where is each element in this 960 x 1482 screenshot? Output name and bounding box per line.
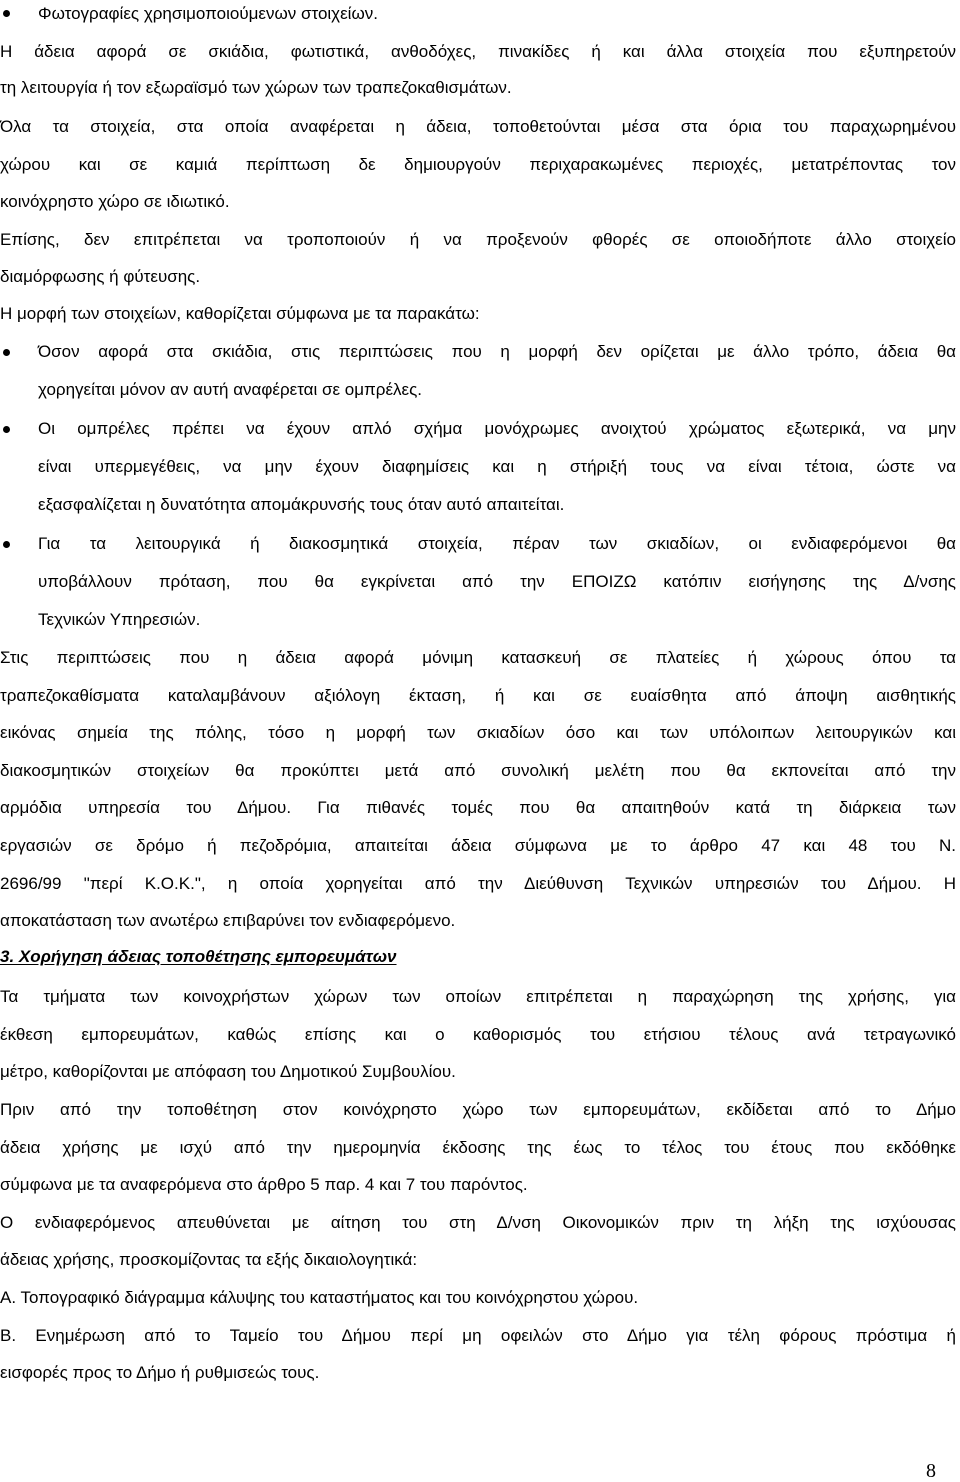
page-number: 8 bbox=[926, 1460, 936, 1482]
bullet-icon bbox=[3, 349, 10, 356]
bullet-line: Για τα λειτουργικά ή διακοσμητικά στοιχεία, πέραν των σκιαδίων, οι ενδιαφερόμενοι θα bbox=[38, 534, 956, 553]
paragraph-line: χώρου και σε καμιά περίπτωση δε δημιουργούν περιχαρακωμένες περιοχές, μετατρέποντας τον bbox=[0, 155, 956, 174]
paragraph-line: τη λειτουργία ή τον εξωραϊσμό των χώρων των τραπεζοκαθισμάτων. bbox=[0, 78, 512, 97]
list-item-a: Α. Τοπογραφικό διάγραμμα κάλυψης του καταστήματος και του κοινόχρηστου χώρου. bbox=[0, 1288, 639, 1307]
bullet-icon bbox=[3, 10, 10, 17]
bullet-line: είναι υπερμεγέθεις, να μην έχουν διαφημίσεις και η στήριξή τους να είναι τέτοια, ώστε να bbox=[38, 457, 956, 476]
bullet-line: Οι ομπρέλες πρέπει να έχουν απλό σχήμα μονόχρωμες ανοιχτού χρώματος εξωτερικά, να μην bbox=[38, 419, 956, 438]
bullet-icon bbox=[3, 541, 10, 548]
bullet-icon bbox=[3, 426, 10, 433]
bullet-line: εξασφαλίζεται η δυνατότητα απομάκρυνσής τους όταν αυτό απαιτείται. bbox=[38, 495, 565, 514]
bullet-line: χορηγείται μόνον αν αυτή αναφέρεται σε ομπρέλες. bbox=[38, 380, 423, 399]
paragraph-line: 2696/99 "περί Κ.Ο.Κ.", η οποία χορηγείται από την Διεύθυνση Τεχνικών υπηρεσιών του Δήμου. Η bbox=[0, 874, 956, 893]
paragraph-line: Στις περιπτώσεις που η άδεια αφορά μόνιμη κατασκευή σε πλατείες ή χώρους όπου τα bbox=[0, 648, 956, 667]
paragraph-line: Η άδεια αφορά σε σκιάδια, φωτιστικά, ανθοδόχες, πινακίδες ή και άλλα στοιχεία που εξυπηρετούν bbox=[0, 42, 956, 61]
bullet-line: υποβάλλουν πρόταση, που θα εγκρίνεται από την ΕΠΟΙΖΩ κατόπιν εισήγησης της Δ/νσης bbox=[38, 572, 956, 591]
paragraph-line: Πριν από την τοποθέτηση στον κοινόχρηστο χώρο των εμπορευμάτων, εκδίδεται από το Δήμο bbox=[0, 1100, 956, 1119]
paragraph-line: μέτρο, καθορίζονται με απόφαση του Δημοτικού Συμβουλίου. bbox=[0, 1062, 456, 1081]
intro-bullet-text: Φωτογραφίες χρησιμοποιούμενων στοιχείων. bbox=[38, 4, 378, 23]
paragraph-line: εικόνας σημεία της πόλης, τόσο η μορφή των σκιαδίων όσο και των υπόλοιπων λειτουργικών και bbox=[0, 723, 956, 742]
bullet-line: Όσον αφορά στα σκιάδια, στις περιπτώσεις που η μορφή δεν ορίζεται με άλλο τρόπο, άδεια θα bbox=[38, 342, 956, 361]
paragraph-line: αρμόδια υπηρεσία του Δήμου. Για πιθανές τομές που θα απαιτηθούν κατά τη διάρκεια των bbox=[0, 798, 956, 817]
paragraph-line: έκθεση εμπορευμάτων, καθώς επίσης και ο καθορισμός του ετήσιου τέλους ανά τετραγωνικό bbox=[0, 1025, 956, 1044]
paragraph-line: Όλα τα στοιχεία, στα οποία αναφέρεται η άδεια, τοποθετούνται μέσα στα όρια του παραχωρημένου bbox=[0, 117, 956, 136]
paragraph-line: διαμόρφωσης ή φύτευσης. bbox=[0, 267, 201, 286]
list-item-b: Β. Ενημέρωση από το Ταμείο του Δήμου περί μη οφειλών στο Δήμο για τέλη φόρους πρόστιμα ή bbox=[0, 1326, 956, 1345]
bullet-line: Τεχνικών Υπηρεσιών. bbox=[38, 610, 201, 629]
paragraph-line: Η μορφή των στοιχείων, καθορίζεται σύμφωνα με τα παρακάτω: bbox=[0, 304, 480, 323]
paragraph-line: τραπεζοκαθίσματα καταλαμβάνουν αξιόλογη έκταση, ή και σε ευαίσθητα από άποψη αισθητικής bbox=[0, 686, 956, 705]
paragraph-line: διακοσμητικών στοιχείων θα προκύπτει μετά από συνολική μελέτη που θα εκπονείται από την bbox=[0, 761, 956, 780]
paragraph-line: Επίσης, δεν επιτρέπεται να τροποποιούν ή να προξενούν φθορές σε οποιοδήποτε άλλο στοιχείο bbox=[0, 230, 956, 249]
section-heading: 3. Χορήγηση άδειας τοποθέτησης εμπορευμάτων bbox=[0, 947, 397, 966]
paragraph-line: αποκατάσταση των ανωτέρω επιβαρύνει τον ενδιαφερόμενο. bbox=[0, 911, 456, 930]
paragraph-line: Τα τμήματα των κοινοχρήστων χώρων των οποίων επιτρέπεται η παραχώρηση της χρήσης, για bbox=[0, 987, 956, 1006]
list-item-b: εισφορές προς το Δήμο ή ρυθμισεώς τους. bbox=[0, 1363, 320, 1382]
paragraph-line: άδεια χρήσης με ισχύ από την ημερομηνία έκδοσης της έως το τέλος του έτους που εκδόθηκε bbox=[0, 1138, 956, 1157]
paragraph-line: σύμφωνα με τα αναφερόμενα στο άρθρο 5 παρ. 4 και 7 του παρόντος. bbox=[0, 1175, 528, 1194]
paragraph-line: άδειας χρήσης, προσκομίζοντας τα εξής δικαιολογητικά: bbox=[0, 1250, 418, 1269]
paragraph-line: κοινόχρηστο χώρο σε ιδιωτικό. bbox=[0, 192, 230, 211]
paragraph-line: Ο ενδιαφερόμενος απευθύνεται με αίτηση του στη Δ/νση Οικονομικών πριν τη λήξη της ισχύουσας bbox=[0, 1213, 956, 1232]
paragraph-line: εργασιών σε δρόμο ή πεζοδρόμια, απαιτείται άδεια σύμφωνα με το άρθρο 47 και 48 του Ν. bbox=[0, 836, 956, 855]
